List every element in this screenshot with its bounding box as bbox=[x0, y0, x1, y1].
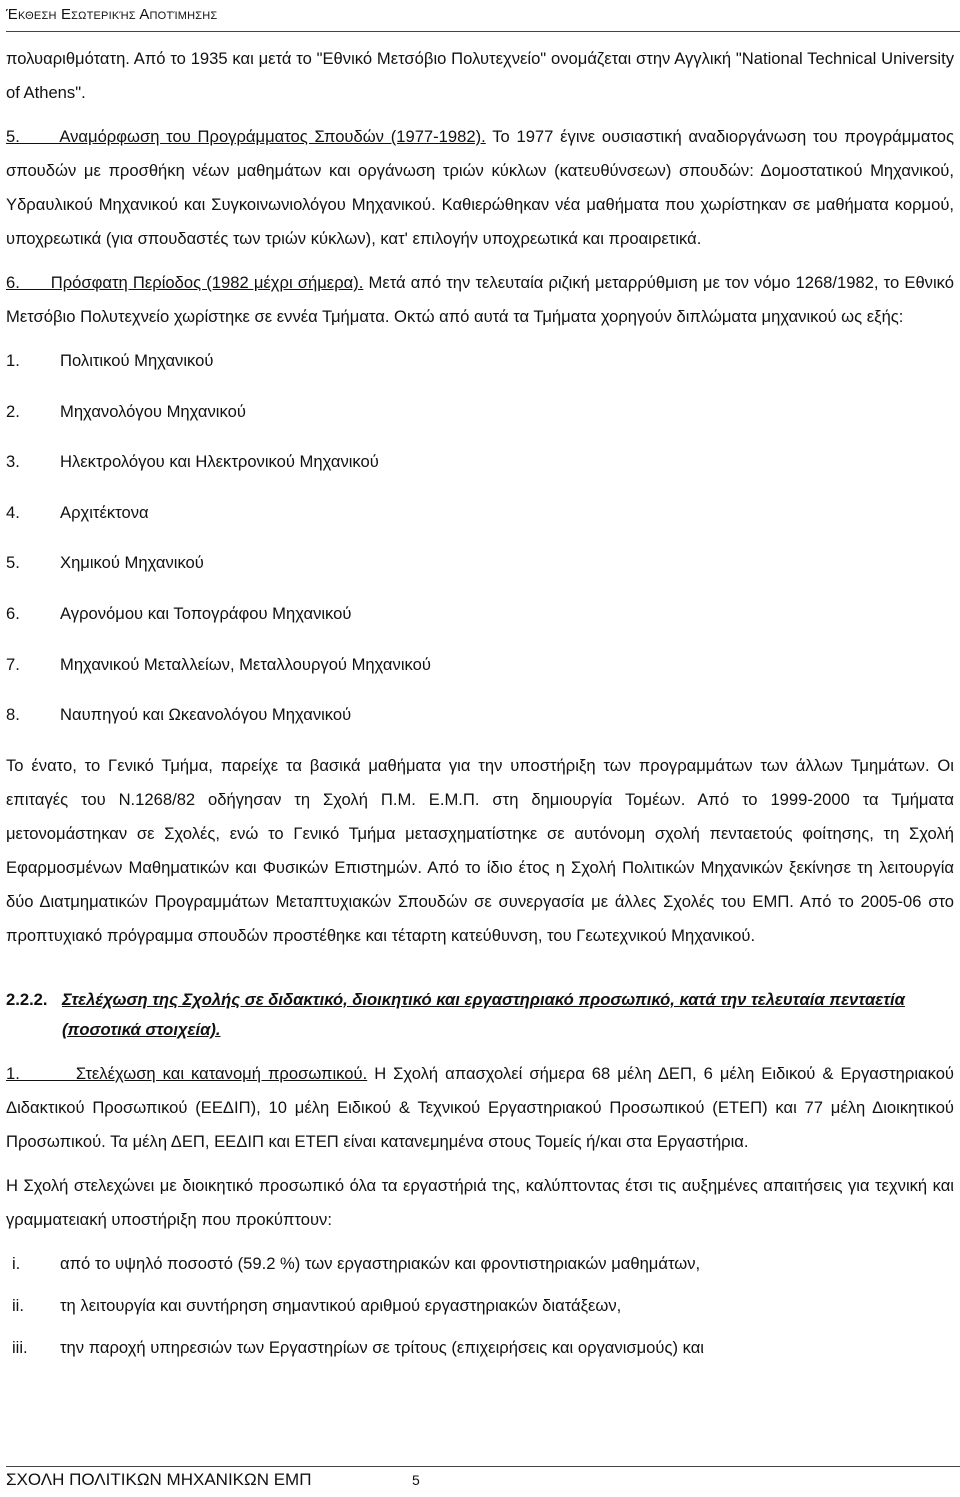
list-item bbox=[6, 1289, 954, 1323]
list-item-text: Ηλεκτρολόγου και Ηλεκτρονικού Μηχανικού bbox=[60, 452, 379, 472]
section-5-text: Το 1977 έγινε ουσιαστική αναδιοργάνωση του προγράμματος σπουδών με προσθήκη νέων μαθημάτων και οργάνωση τριών κύκλων (κατευθύνσεων) σπουδών: Δομοστατικού Μηχανικού, Υδραυλικού Μηχανικού και Συγκοινωνιολόγου Μηχανικού. Καθιερώθηκαν νέα μαθήματα που χωρίστηκαν σε μαθήματα κορμού, υποχρεωτικά (για σπουδαστές των τριών κύκλων), κατ' επιλογήν υποχρεωτικά και προαιρετικά. bbox=[6, 127, 955, 248]
page-number: 5 bbox=[412, 1472, 420, 1488]
list-item bbox=[6, 648, 954, 682]
list-item-number: 2. bbox=[6, 401, 20, 421]
list-item-text: Αρχιτέκτονα bbox=[60, 502, 149, 522]
list-item-number: 1. bbox=[6, 351, 20, 370]
section-6-text: Μετά από την τελευταία ριζική μεταρρύθμιση με τον νόμο 1268/1982, το Εθνικό Μετσόβιο Πολυτεχνείο χωρίστηκε σε εννέα Τμήματα. Οκτώ από αυτά τα Τμήματα χορηγούν διπλώματα μηχανικού ως εξής: bbox=[6, 273, 954, 326]
document-body bbox=[6, 42, 954, 1373]
section-heading bbox=[6, 985, 954, 1045]
staffing-title: 1. Στελέχωση και κατανομή προσωπικού. bbox=[6, 1063, 368, 1083]
section-heading-title: Στελέχωση της Σχολής σε διδακτικό, διοικητικό και εργαστηριακό προσωπικό, κατά την τελευταία πενταετία (ποσοτικά στοιχεία). bbox=[62, 989, 905, 1039]
footer-school-name: ΣΧΟΛΗ ΠΟΛΙΤΙΚΩΝ ΜΗΧΑΝΙΚΩΝ ΕΜΠ bbox=[6, 1470, 312, 1489]
list-item-number: iii. bbox=[12, 1337, 28, 1357]
list-item bbox=[6, 395, 954, 429]
list-item-text: Χημικού Μηχανικού bbox=[60, 553, 204, 573]
list-item-text: Πολιτικού Μηχανικού bbox=[60, 351, 214, 370]
list-item-number: 8. bbox=[6, 705, 20, 725]
ninth-department-paragraph: Το ένατο, το Γενικό Τμήμα, παρείχε τα βασικά μαθήματα για την υποστήριξη των προγραμμάτων των άλλων Τμημάτων. Οι επιταγές του Ν.1268/82 οδήγησαν τη Σχολή Π.Μ. Ε.Μ.Π. στη δημιουργία Τομέων. Από το 1999-2000 τα Τμήματα μετονομάστηκαν σε Σχολές, ενώ το Γενικό Τμήμα μετασχηματίστηκε σε αυτόνομη σχολή πενταετούς φοίτησης, τη Σχολή Εφαρμοσμένων Μαθηματικών και Φυσικών Επιστημών. Από το ίδιο έτος η Σχολή Πολιτικών Μηχανικών ξεκίνησε τη λειτουργία δύο Διατμηματικών Προγραμμάτων Μεταπτυχιακών Σπουδών σε συνεργασία με άλλες Σχολές του ΕΜΠ. Από το 2005-06 στο προπτυχιακό πρόγραμμα σπουδών προστέθηκε και τέταρτη κατεύθυνση, του Γεωτεχνικού Μηχανικού. bbox=[6, 755, 954, 945]
list-item-text: Μηχανολόγου Μηχανικού bbox=[60, 401, 246, 421]
list-item bbox=[6, 496, 954, 530]
list-item-number: i. bbox=[12, 1253, 21, 1273]
roman-list bbox=[6, 1247, 954, 1365]
list-item bbox=[6, 597, 954, 631]
list-item-text: την παροχή υπηρεσιών των Εργαστηρίων σε τρίτους (επιχειρήσεις και οργανισμούς) και bbox=[60, 1337, 704, 1357]
list-item bbox=[6, 546, 954, 580]
list-item-text: Ναυπηγού και Ωκεανολόγου Μηχανικού bbox=[60, 705, 352, 725]
list-item-number: 5. bbox=[6, 553, 20, 573]
list-item bbox=[6, 698, 954, 732]
page-footer bbox=[6, 1466, 960, 1495]
list-item-text: από το υψηλό ποσοστό (59.2 %) των εργαστηριακών και φροντιστηριακών μαθημάτων, bbox=[60, 1253, 701, 1273]
section-5-title: 5. Αναμόρφωση του Προγράμματος Σπουδών (1977-1982). bbox=[6, 127, 486, 146]
page-header bbox=[6, 3, 960, 32]
staffing-text: Η Σχολή απασχολεί σήμερα 68 μέλη ΔΕΠ, 6 μέλη Ειδικού & Εργαστηριακού Διδακτικού Προσωπικού (ΕΕΔΙΠ), 10 μέλη Ειδικού & Τεχνικού Εργαστηριακού Προσωπικού (ΕΤΕΠ) και 77 μέλη Διοικητικού Προσωπικού. Τα μέλη ΔΕΠ, ΕΕΔΙΠ και ΕΤΕΠ είναι κατανεμημένα στους Τομείς ή/και στα Εργαστήρια. bbox=[6, 1063, 954, 1151]
intro-paragraph: πολυαριθμότατη. Από το 1935 και μετά το "Εθνικό Μετσόβιο Πολυτεχνείο" ονομάζεται στην Αγγλική "National Technical University of Athens". bbox=[6, 49, 954, 102]
section-6-title: 6. Πρόσφατη Περίοδος (1982 μέχρι σήμερα). bbox=[6, 273, 364, 292]
list-item-number: 7. bbox=[6, 654, 20, 674]
list-item-text: Αγρονόμου και Τοπογράφου Μηχανικού bbox=[60, 603, 352, 623]
list-item bbox=[6, 344, 954, 378]
list-item-number: ii. bbox=[12, 1295, 24, 1315]
list-item bbox=[6, 445, 954, 479]
section-5-paragraph bbox=[6, 120, 954, 256]
header-title: Έκθεση Εσωτερικής Αποτίμησης bbox=[6, 6, 218, 23]
list-item-text: Μηχανικού Μεταλλείων, Μεταλλουργού Μηχανικού bbox=[60, 654, 431, 674]
list-item-text: τη λειτουργία και συντήρηση σημαντικού αριθμού εργαστηριακών διατάξεων, bbox=[60, 1295, 622, 1315]
list-item-number: 4. bbox=[6, 502, 20, 522]
list-item bbox=[6, 1247, 954, 1281]
admin-paragraph: Η Σχολή στελεχώνει με διοικητικό προσωπικό όλα τα εργαστήριά της, καλύπτοντας έτσι τις αυξημένες απαιτήσεις για τεχνική και γραμματειακή υποστήριξη που προκύπτουν: bbox=[6, 1175, 954, 1229]
list-item bbox=[6, 1331, 954, 1365]
staffing-paragraph bbox=[6, 1057, 954, 1159]
section-6-paragraph bbox=[6, 266, 954, 334]
section-heading-number: 2.2.2. bbox=[6, 989, 48, 1009]
list-item-number: 3. bbox=[6, 452, 20, 472]
list-item-number: 6. bbox=[6, 603, 20, 623]
departments-list bbox=[6, 344, 954, 732]
